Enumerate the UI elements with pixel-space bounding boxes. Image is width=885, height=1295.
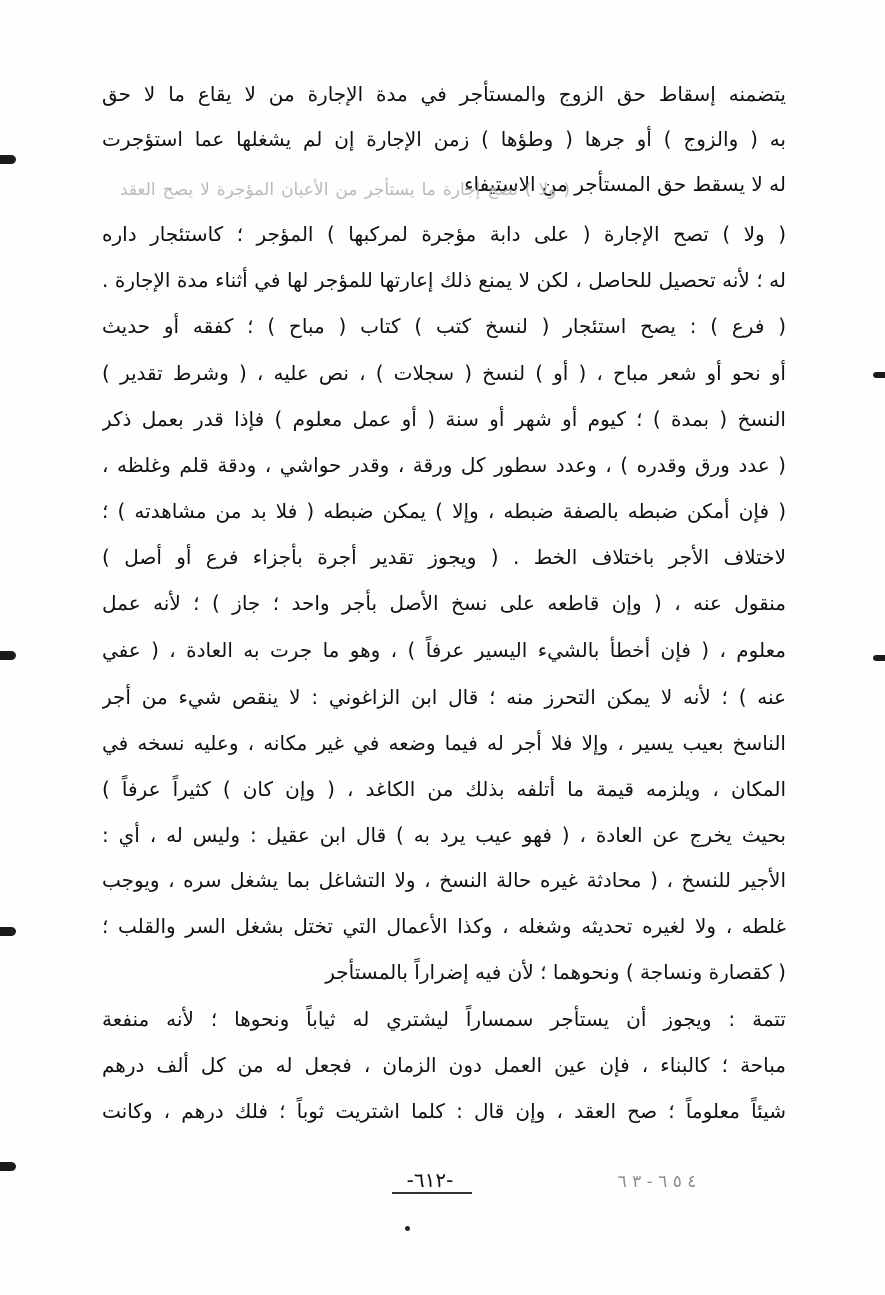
page-number-rule	[392, 1192, 472, 1194]
binding-hole-mark	[0, 927, 16, 936]
handwritten-margin-note: ٤ ٥ ٦ - ٣ ٦	[617, 1172, 697, 1192]
text-line-23: شيئاً معلوماً ؛ صح العقد ، وإن قال : كلما اشتريت ثوباً ؛ فلك درهم ، وكانت	[102, 1099, 786, 1123]
text-line-14: عنه ) ؛ لأنه لا يمكن التحرز منه ؛ قال ابن الزاغوني : لا ينقص شيء من أجر	[102, 685, 786, 709]
edge-speck	[873, 655, 885, 661]
edge-speck	[873, 372, 885, 378]
text-line-6: ( فرع ) : يصح استئجار ( لنسخ كتب ) كتاب ( مباح ) ؛ كفقه أو حديث	[102, 314, 786, 338]
binding-hole-mark	[0, 1162, 16, 1171]
text-line-13: معلوم ، ( فإن أخطأ بالشيء اليسير عرفاً ) ، وهو ما جرت به العادة ، ( عفي	[102, 638, 786, 662]
text-line-5: له ؛ لأنه تحصيل للحاصل ، لكن لا يمنع ذلك إعارتها للمؤجر لها في أثناء مدة الإجارة .	[102, 268, 786, 292]
text-line-11: لاختلاف الأجر باختلاف الخط . ( ويجوز تقدير أجرة بأجزاء فرع أو أصل )	[102, 545, 786, 569]
text-line-1: يتضمنه إسقاط حق الزوج والمستأجر في مدة الإجارة من لا يقاع ما لا حق	[102, 82, 786, 106]
text-line-21: تتمة : ويجوز أن يستأجر سمساراً ليشتري له ثياباً ونحوها ؛ لأنه منفعة	[102, 1007, 786, 1031]
binding-hole-mark	[0, 155, 16, 164]
text-line-22: مباحة ؛ كالبناء ، فإن عين العمل دون الزمان ، فجعل له من كل ألف درهم	[102, 1053, 786, 1077]
text-line-12: منقول عنه ، ( وإن قاطعه على نسخ الأصل بأجر واحد ؛ جاز ) ؛ لأنه عمل	[102, 591, 786, 615]
text-line-15: الناسخ بعيب يسير ، وإلا فلا أجر له فيما وضعه في غير مكانه ، وعليه نسخه في	[102, 731, 786, 755]
text-line-18: الأجير للنسخ ، ( محادثة غيره حالة النسخ ، ولا التشاغل بما يشغل سره ، ويوجب	[102, 868, 786, 892]
text-line-3: له لا يسقط حق المستأجر من الاستيفاء	[464, 172, 786, 196]
text-line-17: بحيث يخرج عن العادة ، ( فهو عيب يرد به ) قال ابن عقيل : وليس له ، أي :	[102, 823, 786, 847]
text-line-8: النسخ ( بمدة ) ؛ كيوم أو شهر أو سنة ( أو عمل معلوم ) فإذا قدر بعمل ذكر	[102, 407, 786, 431]
text-line-7: أو نحو أو شعر مباح ، ( أو ) لنسخ ( سجلات ) ، نص عليه ، ( وشرط تقدير )	[102, 361, 786, 385]
text-line-19: غلطه ، ولا لغيره تحديثه وشغله ، وكذا الأعمال التي تختل بشغل السر والقلب ؛	[102, 914, 786, 938]
text-line-9: ( عدد ورق وقدره ) ، وعدد سطور كل ورقة ، وقدر حواشي ، ودقة قلم وغلظه ،	[102, 453, 786, 477]
text-line-2: به ( والزوج ) أو جرها ( وطؤها ) زمن الإجارة إن لم يشغلها عما استؤجرت	[102, 127, 786, 151]
text-line-20: ( كقصارة ونساجة ) ونحوهما ؛ لأن فيه إضراراً بالمستأجر	[325, 960, 786, 984]
text-line-10: ( فإن أمكن ضبطه بالصفة ضبطه ، وإلا ) يمكن ضبطه ( فلا بد من مشاهدته ) ؛	[102, 499, 786, 523]
page-number: -٦١٢-	[406, 1168, 454, 1192]
text-line-4: ( ولا ) تصح الإجارة ( على دابة مؤجرة لمركبها ) المؤجر ؛ كاستئجار داره	[102, 222, 786, 246]
faint-bleed-line: ( ولا ) تصح إجارة ما يستأجر من الأعيان المؤجرة لا يصح العقد	[120, 180, 570, 200]
scan-speck	[405, 1226, 410, 1231]
binding-hole-mark	[0, 651, 16, 660]
text-line-16: المكان ، ويلزمه قيمة ما أتلفه بذلك من الكاغد ، ( وإن كان ) كثيراً عرفاً )	[102, 777, 786, 801]
